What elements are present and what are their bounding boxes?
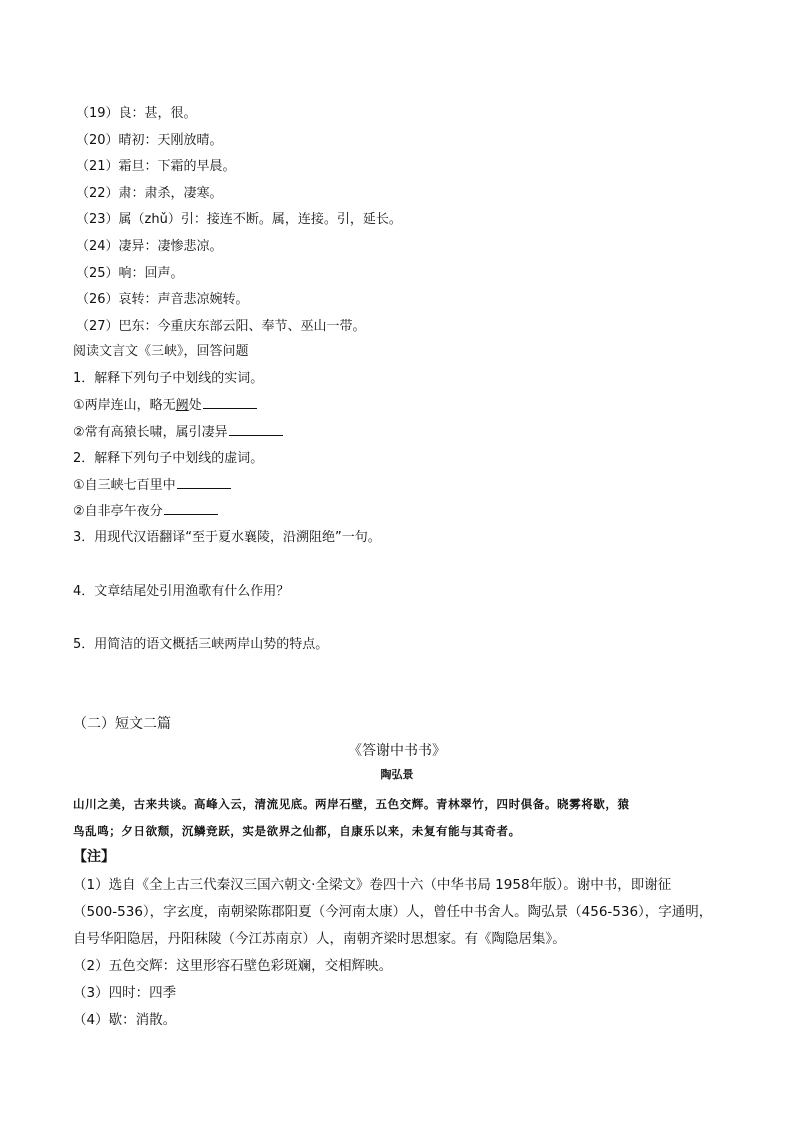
underlined-word: 阙 <box>175 398 189 413</box>
question-4: 4．文章结尾处引用渔歌有什么作用？ <box>73 584 290 599</box>
question-2b: ②自非亭午夜分 <box>73 499 743 525</box>
question-3: 3．用现代汉语翻译“至于夏水襄陵，沿溯阻绝”一句。 <box>73 530 381 545</box>
essay-line: 鸟乱鸣；夕日欲颓，沉鳞竞跃，实是欲界之仙都，自康乐以来，未复有能与其奇者。 <box>73 824 521 838</box>
note-23: （23）属（zhǔ）引：接连不断。属，连接。引，延长。 <box>76 212 402 228</box>
note-26: （26）哀转：声音悲凉婉转。 <box>76 292 249 308</box>
note-25: （25）响：回声。 <box>76 265 184 281</box>
footnote-line: 自号华阳隐居，丹阳秣陵（今江苏南京）人，南朝齐梁时思想家。有《陶隐居集》。 <box>73 931 566 947</box>
note-22: （22）肃：肃杀，凄寒。 <box>76 185 223 201</box>
answer-blank[interactable] <box>177 476 231 489</box>
essay-line: 山川之美，古来共谈。高峰入云，清流见底。两岸石壁，五色交辉。青林翠竹，四时俱备。晓雾将歇，猿 <box>73 797 630 811</box>
note-27: （27）巴东：今重庆东部云阳、奉节、巫山一带。 <box>76 318 366 334</box>
essay-title: 《答谢中书书》 <box>348 743 446 759</box>
footnote-line: （2）五色交辉：这里形容石壁色彩斑斓，交相辉映。 <box>73 958 393 974</box>
footnote-line: （1）选自《全上古三代秦汉三国六朝文·全梁文》卷四十六（中华书局 1958年版）。谢中书，即谢征 <box>73 877 672 893</box>
answer-blank[interactable] <box>164 502 218 515</box>
question-2: 2．解释下列句子中划线的虚词。 <box>73 451 264 466</box>
section-heading: （二）短文二篇 <box>73 716 171 732</box>
footnote-line: （3）四时：四季 <box>73 985 177 1001</box>
footnote-line: （4）歇：消散。 <box>73 1012 177 1028</box>
reading-intro: 阅读文言文《三峡》，回答问题 <box>73 344 249 359</box>
essay-text <box>73 791 723 845</box>
note-24: （24）凄异：凄惨悲凉。 <box>76 238 223 254</box>
question-1b: ②常有高猿长啸，属引凄异 <box>73 420 743 446</box>
question-2a: ①自三峡七百里中 <box>73 473 743 499</box>
note-21: （21）霜旦：下霜的早晨。 <box>76 159 236 175</box>
answer-blank[interactable] <box>203 396 257 409</box>
essay-author: 陶弘景 <box>380 768 414 781</box>
answer-blank[interactable] <box>229 423 283 436</box>
vocabulary-notes <box>76 101 736 340</box>
note-heading: 【注】 <box>73 849 115 865</box>
footnotes <box>73 872 733 1034</box>
note-20: （20）晴初：天刚放晴。 <box>76 132 223 148</box>
question-1a: ①两岸连山，略无阙处 <box>73 393 743 419</box>
footnote-line: （500-536），字玄度，南朝梁陈郡阳夏（今河南太康）人，曾任中书舍人。陶弘景（456-536），字通明， <box>73 904 713 920</box>
question-5: 5．用简洁的语文概括三峡两岸山势的特点。 <box>73 637 329 652</box>
note-19: （19）良：甚，很。 <box>76 106 197 121</box>
question-1: 1．解释下列句子中划线的实词。 <box>73 371 264 386</box>
